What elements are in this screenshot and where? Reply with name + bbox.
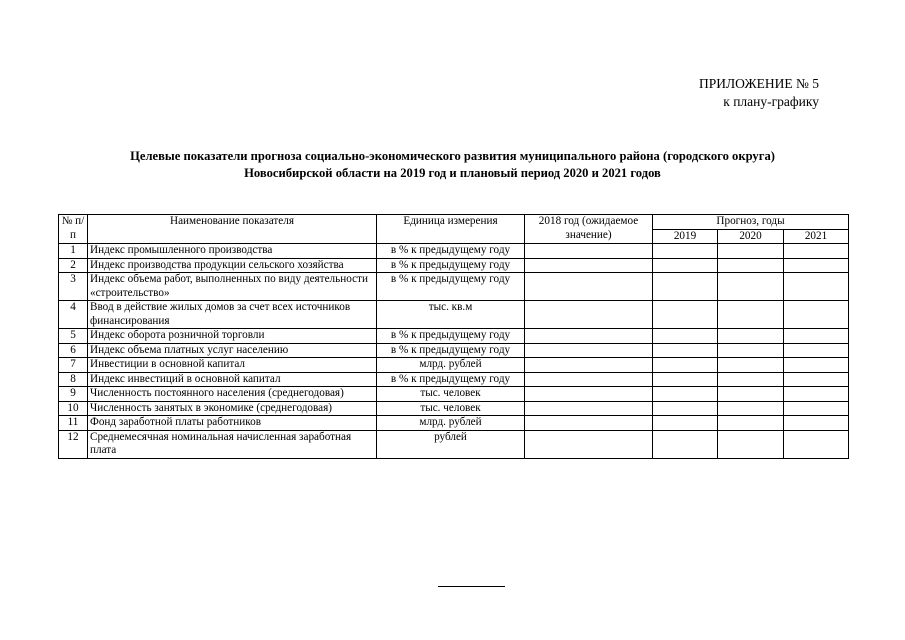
row-value-2020	[718, 329, 784, 344]
row-value-2020	[718, 244, 784, 259]
row-number: 2	[59, 258, 88, 273]
row-value-2019	[653, 258, 718, 273]
row-value-2021	[784, 416, 849, 431]
row-number: 3	[59, 273, 88, 301]
row-indicator-name: Индекс объема работ, выполненных по виду деятельности «строительство»	[88, 273, 377, 301]
row-value-2021	[784, 329, 849, 344]
row-unit: млрд. рублей	[377, 358, 525, 373]
row-unit: в % к предыдущему году	[377, 244, 525, 259]
table-row	[59, 416, 849, 431]
row-value-2019	[653, 301, 718, 329]
row-value-2020	[718, 401, 784, 416]
row-indicator-name: Индекс промышленного производства	[88, 244, 377, 259]
row-value-2019	[653, 343, 718, 358]
annex-number: ПРИЛОЖЕНИЕ № 5	[698, 76, 819, 91]
row-value-2018	[525, 343, 653, 358]
header-year-2019: 2019	[653, 229, 718, 244]
row-unit: в % к предыдущему году	[377, 258, 525, 273]
row-value-2019	[653, 401, 718, 416]
row-value-2018	[525, 358, 653, 373]
row-number: 11	[59, 416, 88, 431]
row-value-2021	[784, 430, 849, 458]
row-value-2018	[525, 430, 653, 458]
row-value-2018	[525, 416, 653, 431]
row-value-2021	[784, 343, 849, 358]
row-number: 8	[59, 372, 88, 387]
closing-separator-line	[438, 586, 505, 587]
row-value-2021	[784, 358, 849, 373]
row-value-2018	[525, 258, 653, 273]
row-value-2018	[525, 387, 653, 402]
row-number: 7	[59, 358, 88, 373]
row-value-2020	[718, 343, 784, 358]
table-row	[59, 244, 849, 259]
row-value-2020	[718, 358, 784, 373]
header-num: № п/п	[59, 215, 88, 244]
row-value-2020	[718, 416, 784, 431]
table-row	[59, 301, 849, 329]
annex-reference: к плану-графику	[723, 94, 819, 109]
row-value-2019	[653, 416, 718, 431]
row-indicator-name: Индекс объема платных услуг населению	[88, 343, 377, 358]
indicators-table	[58, 214, 849, 459]
table-body	[59, 244, 849, 459]
row-value-2019	[653, 387, 718, 402]
row-value-2018	[525, 244, 653, 259]
header-forecast: Прогноз, годы	[653, 215, 849, 230]
row-value-2020	[718, 430, 784, 458]
annex-label	[699, 75, 819, 111]
row-value-2019	[653, 430, 718, 458]
row-number: 4	[59, 301, 88, 329]
row-unit: млрд. рублей	[377, 416, 525, 431]
table-row	[59, 387, 849, 402]
table-row	[59, 372, 849, 387]
row-value-2021	[784, 387, 849, 402]
row-indicator-name: Индекс производства продукции сельского хозяйства	[88, 258, 377, 273]
table-row	[59, 401, 849, 416]
row-number: 6	[59, 343, 88, 358]
row-value-2018	[525, 329, 653, 344]
row-indicator-name: Индекс инвестиций в основной капитал	[88, 372, 377, 387]
table-row	[59, 343, 849, 358]
row-indicator-name: Среднемесячная номинальная начисленная заработная плата	[88, 430, 377, 458]
row-value-2020	[718, 372, 784, 387]
header-name: Наименование показателя	[88, 215, 377, 244]
row-number: 1	[59, 244, 88, 259]
row-indicator-name: Индекс оборота розничной торговли	[88, 329, 377, 344]
row-unit: в % к предыдущему году	[377, 343, 525, 358]
row-value-2018	[525, 372, 653, 387]
row-unit: тыс. человек	[377, 387, 525, 402]
table-row	[59, 258, 849, 273]
row-value-2019	[653, 244, 718, 259]
row-value-2018	[525, 401, 653, 416]
row-indicator-name: Фонд заработной платы работников	[88, 416, 377, 431]
row-indicator-name: Численность занятых в экономике (среднегодовая)	[88, 401, 377, 416]
row-unit: в % к предыдущему году	[377, 372, 525, 387]
row-unit: в % к предыдущему году	[377, 329, 525, 344]
row-number: 5	[59, 329, 88, 344]
row-value-2018	[525, 273, 653, 301]
row-value-2020	[718, 301, 784, 329]
row-indicator-name: Инвестиции в основной капитал	[88, 358, 377, 373]
row-value-2021	[784, 401, 849, 416]
row-number: 9	[59, 387, 88, 402]
row-indicator-name: Численность постоянного населения (среднегодовая)	[88, 387, 377, 402]
row-unit: в % к предыдущему году	[377, 273, 525, 301]
header-base-year: 2018 год (ожидаемое значение)	[525, 215, 653, 244]
table-row	[59, 358, 849, 373]
table-header	[59, 215, 849, 244]
row-value-2021	[784, 258, 849, 273]
row-unit: рублей	[377, 430, 525, 458]
row-value-2021	[784, 273, 849, 301]
row-value-2020	[718, 273, 784, 301]
row-value-2020	[718, 258, 784, 273]
row-value-2020	[718, 387, 784, 402]
title-line-1: Целевые показатели прогноза социально-экономического развития муниципального района (городского округа)	[130, 149, 775, 163]
row-unit: тыс. человек	[377, 401, 525, 416]
row-value-2019	[653, 273, 718, 301]
row-value-2019	[653, 372, 718, 387]
row-value-2021	[784, 372, 849, 387]
row-indicator-name: Ввод в действие жилых домов за счет всех источников финансирования	[88, 301, 377, 329]
table-row	[59, 273, 849, 301]
header-year-2020: 2020	[718, 229, 784, 244]
header-unit: Единица измерения	[377, 215, 525, 244]
row-unit: тыс. кв.м	[377, 301, 525, 329]
row-value-2019	[653, 329, 718, 344]
row-value-2019	[653, 358, 718, 373]
row-number: 10	[59, 401, 88, 416]
row-value-2021	[784, 244, 849, 259]
table-row	[59, 430, 849, 458]
header-year-2021: 2021	[784, 229, 849, 244]
document-title	[0, 148, 905, 182]
row-number: 12	[59, 430, 88, 458]
row-value-2021	[784, 301, 849, 329]
row-value-2018	[525, 301, 653, 329]
table-row	[59, 329, 849, 344]
title-line-2: Новосибирской области на 2019 год и плановый период 2020 и 2021 годов	[244, 166, 661, 180]
